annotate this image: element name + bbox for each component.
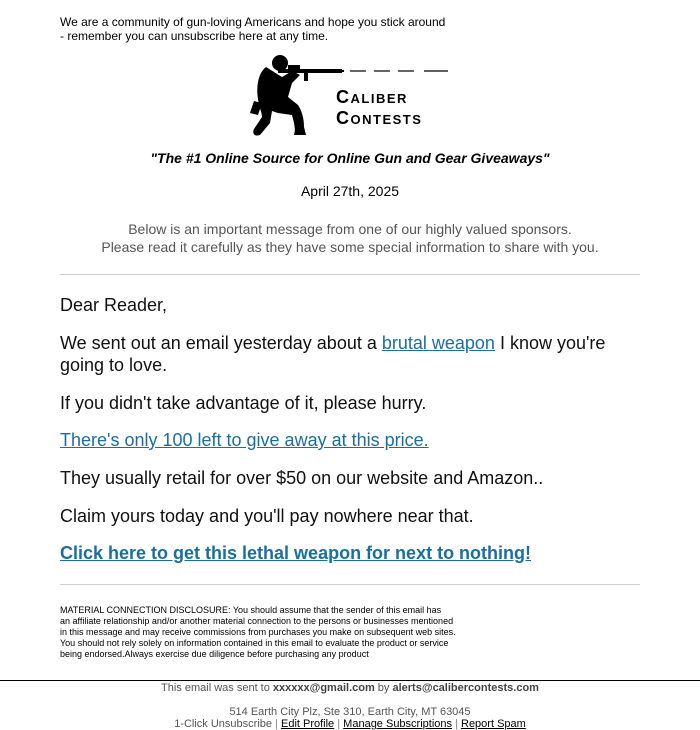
- disclosure-line: an affiliate relationship and/or another material connection to the persons or businesses mentioned: [60, 616, 454, 626]
- recipient-email: xxxxxx@gmail.com: [272, 682, 375, 694]
- paragraph-cta: [60, 542, 640, 564]
- divider-bottom: [60, 584, 640, 585]
- sponsor-line-2: Please read it carefully as they have some special information to share with you.: [101, 239, 599, 255]
- p1-text-after: I know you're going to love.: [60, 333, 606, 375]
- brutal-weapon-link[interactable]: brutal weapon: [381, 333, 495, 353]
- paragraph-hurry: If you didn't take advantage of it, please hurry.: [60, 393, 427, 413]
- paragraph-brutal-weapon: [60, 332, 640, 376]
- paragraph-claim: Claim yours today and you'll pay nowhere near that.: [60, 506, 474, 526]
- separator: |: [337, 718, 341, 730]
- tagline: "The #1 Online Source for Online Gun and Gear Giveaways": [150, 150, 550, 166]
- footer-divider: [0, 680, 700, 681]
- intro-text: [60, 15, 460, 43]
- intro-line-2: - remember you can unsubscribe here at any time.: [60, 29, 329, 43]
- sent-prefix: This email was sent to: [161, 682, 273, 694]
- sponsor-notice: [0, 220, 700, 256]
- material-disclosure: [60, 605, 510, 660]
- footer-address: 514 Earth City Plz, Ste 310, Earth City, MT 63045: [229, 706, 471, 718]
- report-spam-link[interactable]: Report Spam: [461, 718, 526, 730]
- sender-email: alerts@calibercontests.com: [392, 682, 539, 694]
- p1-text-before: We sent out an email yesterday about a: [60, 333, 382, 353]
- greeting: Dear Reader,: [60, 295, 168, 315]
- caliber-contests-logo: [248, 53, 458, 139]
- only-100-left-link[interactable]: There's only 100 left to give away at this price.: [60, 430, 429, 450]
- logo-line-2: Contests: [336, 108, 423, 128]
- disclosure-line: MATERIAL CONNECTION DISCLOSURE: You should assume that the sender of this email has: [60, 605, 442, 615]
- separator: |: [455, 718, 458, 730]
- sent-by: by: [374, 682, 393, 694]
- logo-wordmark: [336, 87, 422, 129]
- intro-line-1: We are a community of gun-loving Americans and hope you stick around: [60, 15, 446, 29]
- cta-link[interactable]: Click here to get this lethal weapon for next to nothing!: [60, 543, 532, 563]
- manage-subscriptions-link[interactable]: Manage Subscriptions: [343, 718, 453, 730]
- edit-profile-link[interactable]: Edit Profile: [280, 718, 335, 730]
- divider-top: [60, 274, 640, 275]
- disclosure-line: You should not rely solely on information contained in this email to evaluate the product or service: [60, 638, 449, 648]
- disclosure-line: in this message and may receive commissions from purchases you make on subsequent web sites.: [60, 627, 456, 637]
- logo-line-1: Caliber: [336, 87, 408, 107]
- paragraph-100-left: [60, 429, 640, 451]
- sponsor-line-1: Below is an important message from one of our highly valued sponsors.: [128, 221, 572, 237]
- email-date: April 27th, 2025: [300, 183, 400, 199]
- footer-links: [0, 718, 700, 730]
- separator: |: [275, 718, 278, 730]
- one-click-unsubscribe[interactable]: 1-Click Unsubscribe: [174, 718, 272, 730]
- paragraph-retail: They usually retail for over $50 on our website and Amazon..: [60, 468, 544, 488]
- disclosure-line: being endorsed.Always exercise due diligence before purchasing any product: [60, 649, 369, 659]
- footer-sent-to: [0, 682, 700, 694]
